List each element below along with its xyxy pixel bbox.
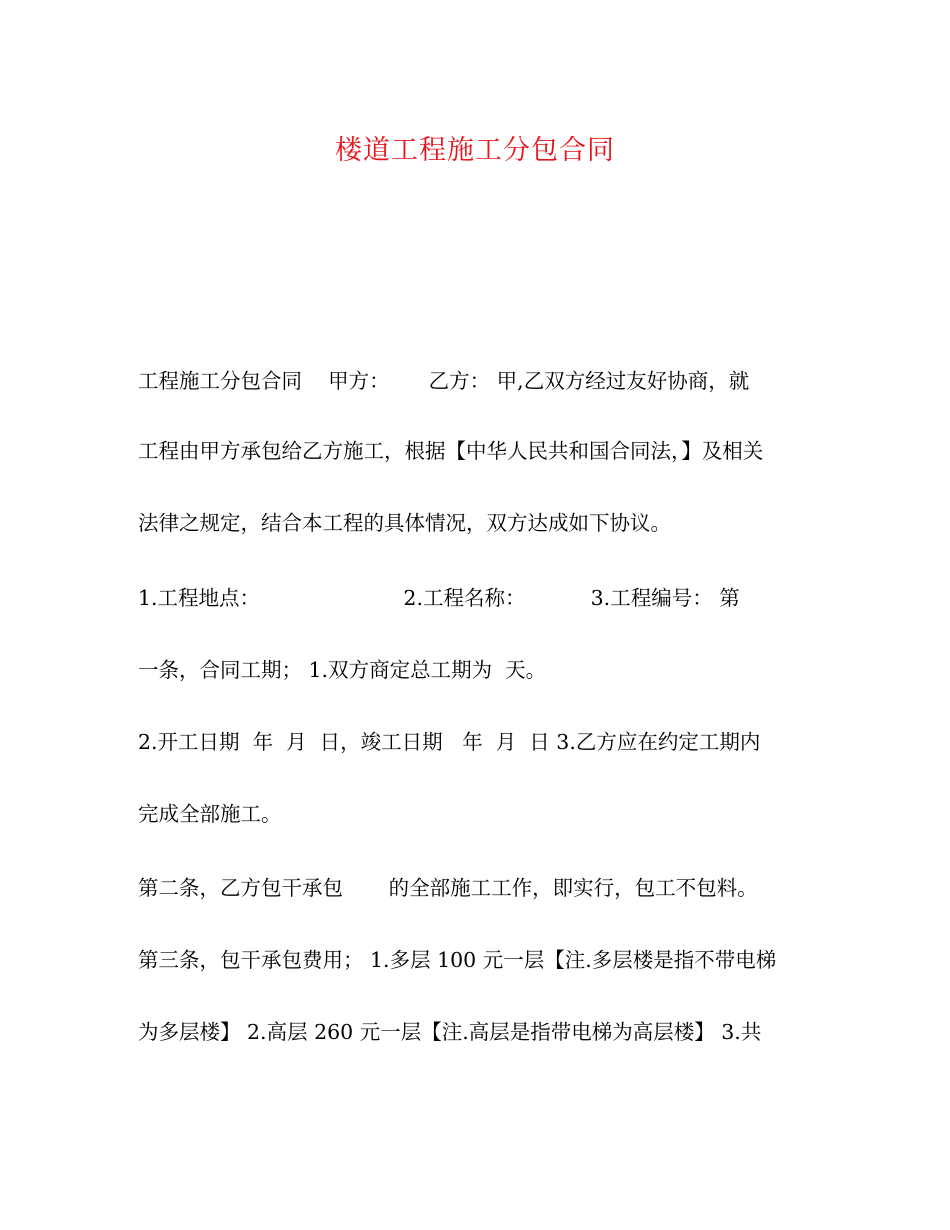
paragraph-line: 完成全部施工。 [138,802,282,826]
paragraph-line: 第二条，乙方包干承包 的全部施工工作，即实行，包工不包料。 [138,876,758,900]
paragraph-line: 2.开工日期 年 月 日，竣工日期 年 月 日 3.乙方应在约定工期内 [138,730,761,754]
paragraph-line: 1.工程地点： 2.工程名称： 3.工程编号： 第 [138,586,740,610]
paragraph-line: 法律之规定，结合本工程的具体情况，双方达成如下协议。 [138,511,671,535]
paragraph-line: 工程施工分包合同 甲方： 乙方： 甲,乙双方经过友好协商，就 [138,369,750,393]
paragraph-line: 工程由甲方承包给乙方施工，根据【中华人民共和国合同法，】及相关 [138,439,764,463]
paragraph-line: 第三条，包干承包费用； 1.多层 100 元一层【注.多层楼是指不带电梯 [138,948,777,972]
paragraph-line: 为多层楼】 2.高层 260 元一层【注.高层是指带电梯为高层楼】 3.共 [138,1020,762,1044]
document-title: 楼道工程施工分包合同 [335,135,615,166]
paragraph-line: 一条，合同工期； 1.双方商定总工期为 天。 [138,658,547,682]
